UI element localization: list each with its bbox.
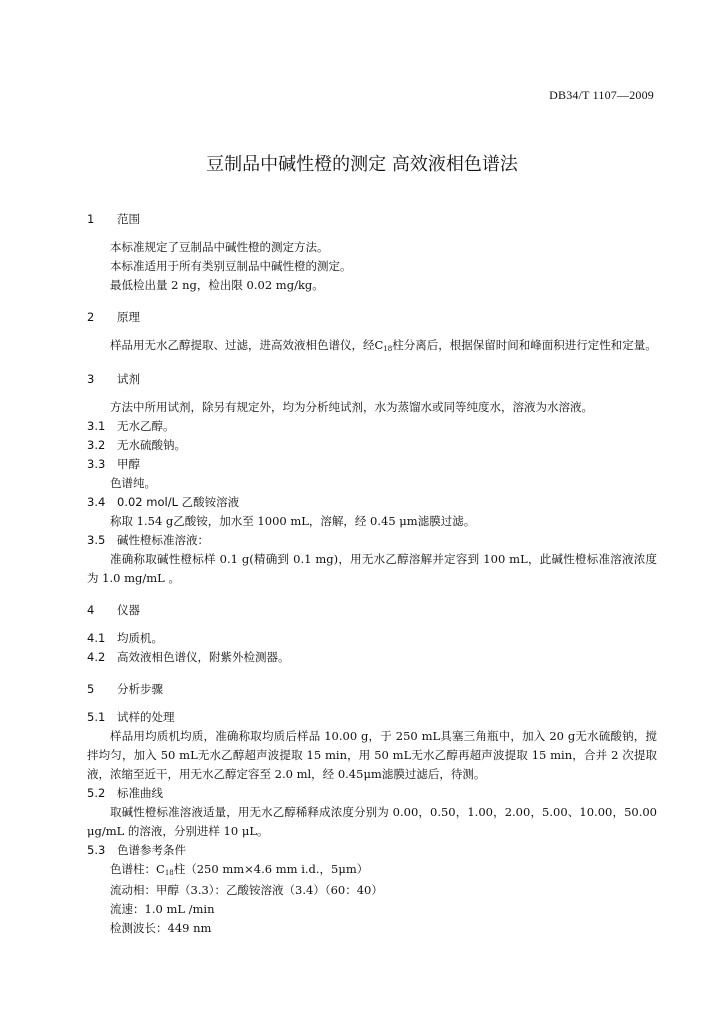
- section-number: 1: [87, 212, 95, 226]
- clause-number: 5.1: [87, 710, 106, 724]
- clause-title: 标准曲线: [117, 786, 163, 800]
- clause-title: 试样的处理: [117, 710, 175, 724]
- reagent-3-4-body: 称取 1.54 g乙酸铵，加水至 1000 mL，溶解，经 0.45 μm滤膜过滤。: [110, 514, 476, 528]
- clause-title: 碱性橙标准溶液：: [117, 533, 209, 547]
- reagent-3-1: [87, 417, 657, 436]
- section-title: 试剂: [117, 372, 140, 386]
- section-5-heading: [87, 680, 657, 699]
- clause-title: 无水乙醇。: [117, 419, 175, 433]
- clause-number: 3.3: [87, 457, 106, 471]
- clause-title: 色谱参考条件: [117, 843, 186, 857]
- clause-number: 3.2: [87, 438, 106, 452]
- section-1-heading: [87, 210, 657, 229]
- reagent-3-3: [87, 455, 657, 474]
- instrument-4-2: [87, 648, 657, 667]
- step-5-1: [87, 708, 657, 727]
- clause-number: 5.2: [87, 786, 106, 800]
- reagent-3-5: [87, 531, 657, 550]
- principle-text-b: 柱分离后，根据保留时间和峰面积进行定性和定量。: [392, 338, 657, 352]
- section-title: 分析步骤: [117, 682, 163, 696]
- reagent-3-3-body: 色谱纯。: [110, 476, 156, 490]
- scope-line-1: 本标准规定了豆制品中碱性橙的测定方法。: [110, 240, 329, 254]
- clause-number: 3.5: [87, 533, 106, 547]
- reagent-3-4: [87, 493, 657, 512]
- reagent-intro: 方法中所用试剂，除另有规定外，均为分析纯试剂，水为蒸馏水或同等纯度水，溶液为水溶液。: [110, 400, 593, 414]
- c18-subscript: 18: [164, 869, 174, 877]
- clause-number: 4.1: [87, 631, 106, 645]
- c18-subscript: 18: [383, 345, 393, 353]
- section-3-heading: [87, 370, 657, 389]
- standard-code: DB34/T 1107—2009: [549, 88, 654, 102]
- wavelength-condition: 检测波长：449 nm: [110, 921, 212, 935]
- scope-line-3: 最低检出量 2 ng，检出限 0.02 mg/kg。: [110, 278, 324, 292]
- column-text-a: 色谱柱：C: [110, 862, 165, 876]
- principle-text-a: 样品用无水乙醇提取、过滤，进高效液相色谱仪，经C: [110, 338, 384, 352]
- section-number: 3: [87, 372, 95, 386]
- clause-number: 4.2: [87, 650, 106, 664]
- section-number: 4: [87, 603, 95, 617]
- document-body: [87, 210, 657, 938]
- section-title: 范围: [117, 212, 140, 226]
- clause-number: 3.1: [87, 419, 106, 433]
- document-title: 豆制品中碱性橙的测定 高效液相色谱法: [206, 154, 518, 175]
- column-text-b: 柱（250 mm×4.6 mm i.d.，5μm）: [173, 862, 369, 876]
- clause-title: 高效液相色谱仪，附紫外检测器。: [117, 650, 290, 664]
- section-number: 5: [87, 682, 95, 696]
- flow-rate-condition: 流速：1.0 mL /min: [110, 902, 215, 916]
- step-5-3: [87, 841, 657, 860]
- section-title: 原理: [117, 310, 140, 324]
- section-title: 仪器: [117, 603, 140, 617]
- principle-paragraph: [87, 336, 657, 357]
- step-5-1-body: 样品用均质机均质，准确称取均质后样品 10.00 g，于 250 mL具塞三角瓶中，加入 20 g无水硫酸钠，搅拌均匀，加入 50 mL无水乙醇超声波提取 15 min，用 50 mL无水乙醇再超声波提取 15 min，合并 2 次提取液，浓缩至近干，用无水乙醇定容至 2.0 ml，经 0.45μm滤膜过滤后，待测。: [87, 729, 657, 781]
- reagent-3-2: [87, 436, 657, 455]
- mobile-phase-condition: 流动相：甲醇（3.3）：乙酸铵溶液（3.4）（60：40）: [110, 883, 383, 897]
- step-5-2: [87, 784, 657, 803]
- clause-title: 甲醇: [117, 457, 140, 471]
- clause-number: 5.3: [87, 843, 106, 857]
- instrument-4-1: [87, 629, 657, 648]
- clause-title: 无水硫酸钠。: [117, 438, 186, 452]
- step-5-2-body: 取碱性橙标准溶液适量，用无水乙醇稀释成浓度分别为 0.00，0.50，1.00，2.00，5.00、10.00，50.00 μg/mL 的溶液，分别进样 10 μL。: [87, 805, 657, 838]
- section-number: 2: [87, 310, 95, 324]
- clause-title: 均质机。: [117, 631, 163, 645]
- reagent-3-5-body: 准确称取碱性橙标样 0.1 g(精确到 0.1 mg)，用无水乙醇溶解并定容到 100 mL，此碱性橙标准溶液浓度为 1.0 mg/mL 。: [87, 552, 657, 585]
- clause-title: 0.02 mol/L 乙酸铵溶液: [117, 495, 240, 509]
- section-2-heading: [87, 308, 657, 327]
- scope-line-2: 本标准适用于所有类别豆制品中碱性橙的测定。: [110, 259, 352, 273]
- column-condition: [87, 860, 657, 881]
- section-4-heading: [87, 601, 657, 620]
- clause-number: 3.4: [87, 495, 106, 509]
